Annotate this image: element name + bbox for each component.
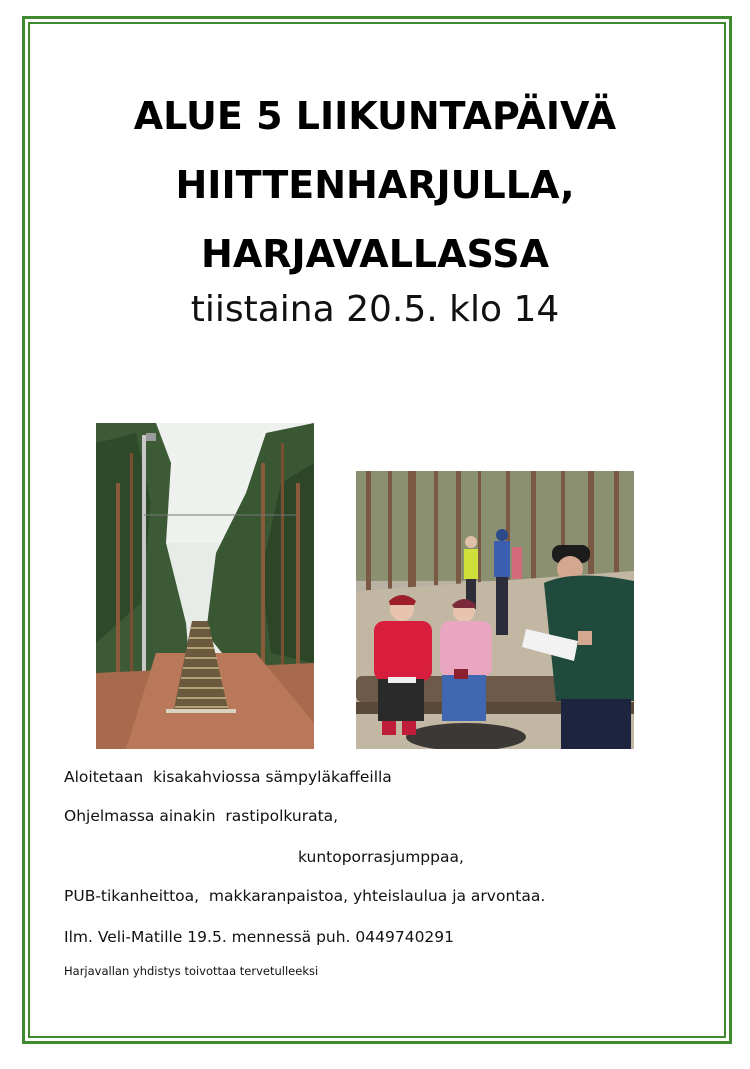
group-in-forest-photo	[356, 471, 634, 749]
event-date: tiistaina 20.5. klo 14	[190, 289, 560, 330]
poster-title	[60, 82, 690, 289]
info-line-activities: PUB-tikanheittoa, makkaranpaistoa, yhteislaulua ja arvontaa.	[64, 887, 546, 905]
info-line-coffee: Aloitetaan kisakahviossa sämpyläkaffeilla	[64, 768, 392, 786]
info-line-stairs-workout: kuntoporrasjumppaa,	[298, 848, 464, 866]
info-line-registration: Ilm. Veli-Matille 19.5. mennessä puh. 0449740291	[64, 928, 455, 946]
title-line-2: HIITTENHARJULLA,	[175, 163, 575, 207]
title-line-1: ALUE 5 LIIKUNTAPÄIVÄ	[133, 94, 617, 138]
forest-stairs-photo	[96, 423, 314, 749]
title-line-3: HARJAVALLASSA	[201, 232, 549, 276]
info-line-program: Ohjelmassa ainakin rastipolkurata,	[64, 807, 339, 825]
footer-welcome: Harjavallan yhdistys toivottaa tervetulleeksi	[64, 964, 319, 978]
